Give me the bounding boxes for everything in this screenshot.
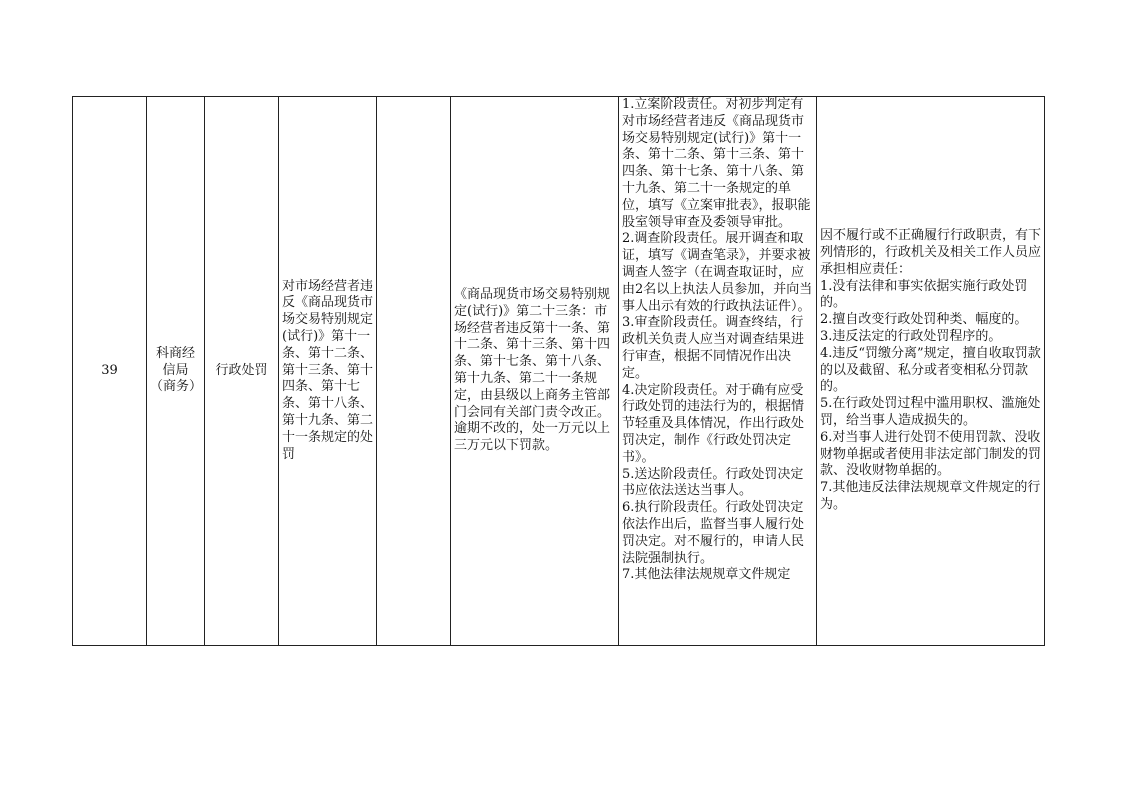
- legal-basis-cell: 《商品现货市场交易特别规定(试行)》第二十三条：市场经营者违反第十一条、第十二条、第十三条、第十四条、第十七条、第十八条、第十九条、第二十一条规定，由县级以上商务主管部门会同有关部门责令改正。逾期不改的，处一万元以上三万元以下罚款。: [451, 97, 619, 646]
- accountability-item: 6.对当事人进行处罚不使用罚款、没收财物单据或者使用非法定部门制发的罚款、没收财物单据的。: [820, 429, 1042, 479]
- accountability-item: 因不履行或不正确履行行政职责，有下列情形的，行政机关及相关工作人员应承担相应责任：: [820, 228, 1042, 277]
- responsibility-item: 5.送达阶段责任。行政处罚决定书应依法送达当事人。: [622, 466, 804, 499]
- item-name-cell: 对市场经营者违反《商品现货市场交易特别规定(试行)》第十一条、第十二条、第十三条、第十四条、第十七条、第十八条、第十九条、第二十一条规定的处罚: [279, 97, 377, 646]
- accountability-item: 5.在行政处罚过程中滥用职权、滥施处罚，给当事人造成损失的。: [820, 396, 1041, 428]
- authority-table: [72, 96, 1045, 646]
- accountability-item: 2.擅自改变行政处罚种类、幅度的。: [820, 312, 1028, 328]
- responsibility-list: [622, 97, 813, 643]
- row-number: 39: [73, 97, 147, 646]
- accountability-item: 3.违反法定的行政处罚程序的。: [820, 329, 1002, 344]
- responsibility-item: 7.其他法律法规规章文件规定: [622, 567, 791, 583]
- responsibility-cell: [619, 97, 817, 646]
- responsibility-item: 3.审查阶段责任。调查终结，行政机关负责人应当对调查结果进行审查，根据不同情况作出决定。: [622, 315, 805, 381]
- responsibility-item: 4.决定阶段责任。对于确有应受行政处罚的违法行为的，根据情节轻重及具体情况，作出行政处罚决定，制作《行政处罚决定书》。: [622, 382, 805, 465]
- accountability-item: 4.违反“罚缴分离”规定，擅自收取罚款的以及截留、私分或者变相私分罚款的。: [820, 345, 1041, 395]
- accountability-cell: [817, 97, 1045, 646]
- table-row: [73, 97, 1045, 646]
- accountability-item: 7.其他违反法律法规规章文件规定的行为。: [820, 480, 1041, 512]
- category-cell: 行政处罚: [205, 97, 279, 646]
- responsibility-item: 6.执行阶段责任。行政处罚决定依法作出后，监督当事人履行处罚决定。对不履行的，申请人民法院强制执行。: [622, 500, 805, 566]
- accountability-item: 1.没有法律和事实依据实施行政处罚的。: [820, 278, 1028, 311]
- responsibility-item: 2.调查阶段责任。展开调查和取证，填写《调查笔录》，并要求被调查人签字（在调查取证时，应由2名以上执法人员参加，并向当事人出示有效的行政执法证件）。: [622, 231, 813, 314]
- sub-item-cell: [377, 97, 451, 646]
- department-cell: 科商经信局（商务）: [147, 97, 205, 646]
- responsibility-item: 1.立案阶段责任。对初步判定有对市场经营者违反《商品现货市场交易特别规定(试行)》第十一条、第十二条、第十三条、第十四条、第十七条、第十八条、第十九条、第二十一条规定的单位，填写《立案审批表》，报职能股室领导审查及委领导审批。: [622, 97, 811, 230]
